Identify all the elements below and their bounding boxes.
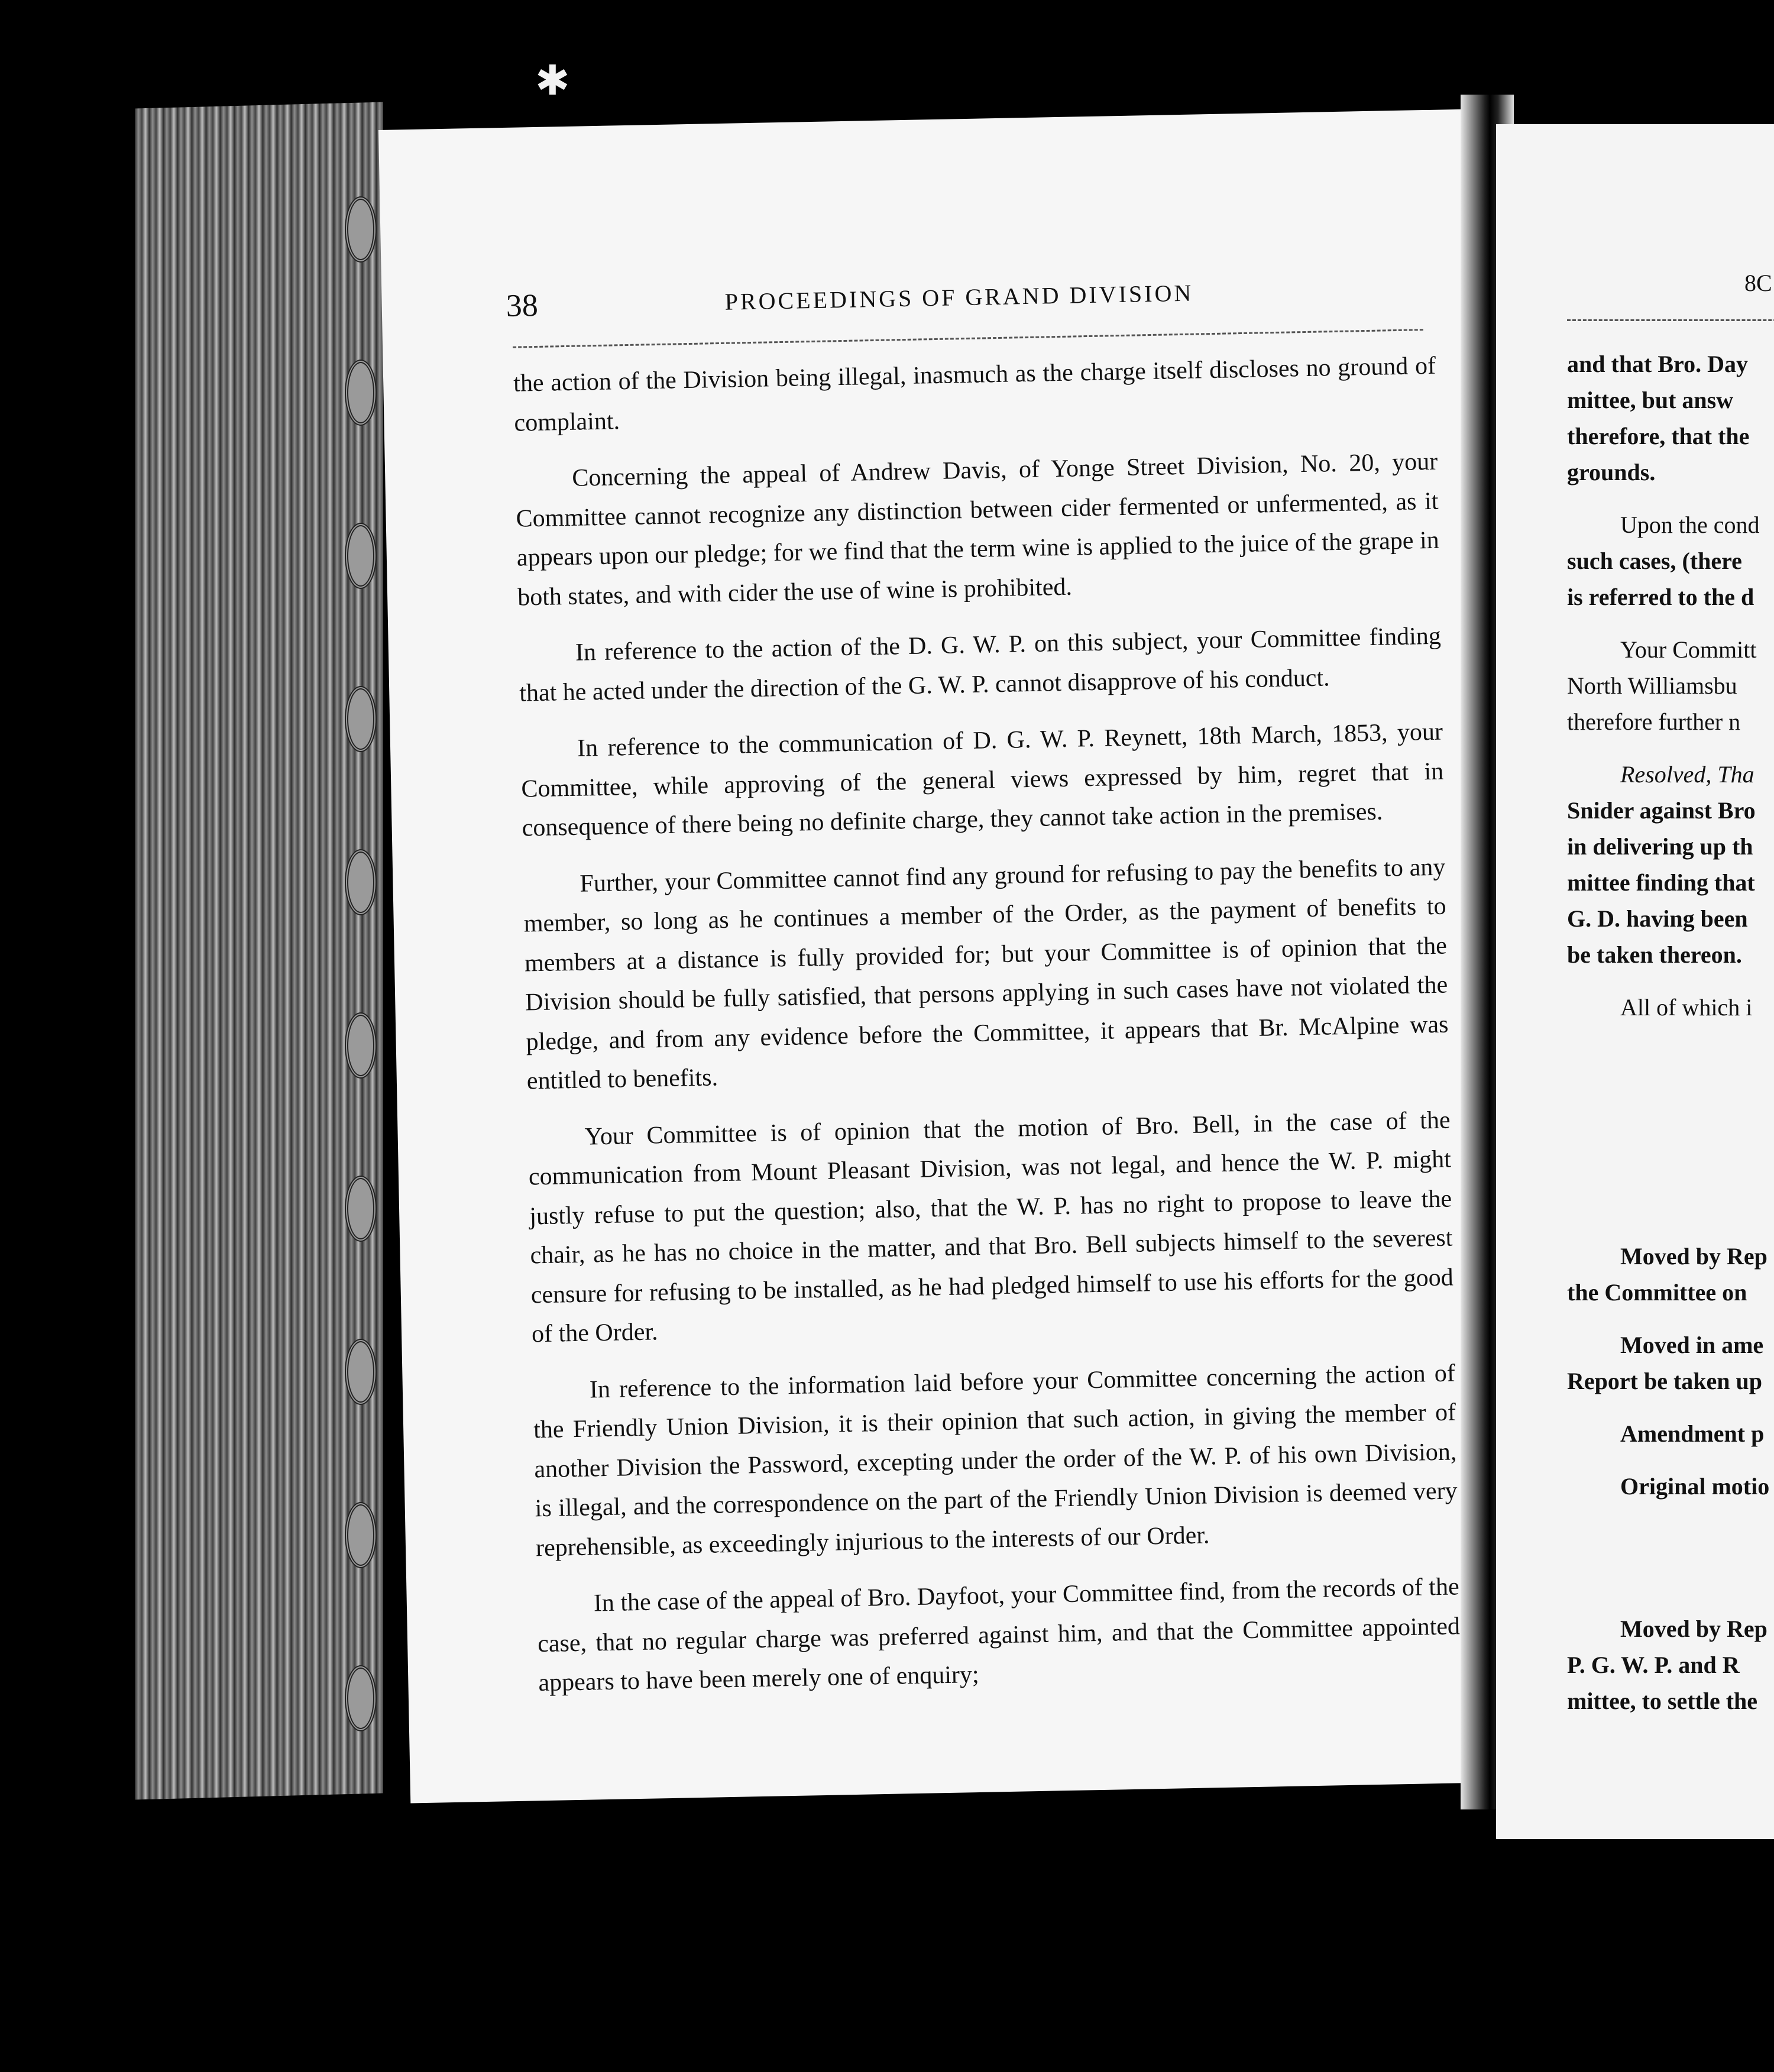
page-body xyxy=(513,347,1462,1720)
ornament-icon xyxy=(345,686,377,752)
page-edge-ornaments xyxy=(331,148,390,1780)
ornament-icon xyxy=(345,849,377,915)
text-line: mittee, to settle the xyxy=(1567,1688,1758,1714)
text-line: Resolved, Tha xyxy=(1620,761,1754,788)
spacer xyxy=(1567,1132,1774,1238)
ornament-icon xyxy=(345,196,377,263)
spacer xyxy=(1567,1310,1774,1327)
spacer xyxy=(1567,615,1774,632)
ornament-icon xyxy=(345,1502,377,1568)
text-line: therefore further n xyxy=(1567,708,1741,735)
text-line: Moved in ame xyxy=(1620,1332,1764,1358)
ornament-icon xyxy=(345,1339,377,1405)
paragraph: In reference to the action of the D. G. W. P. on this subject, your Committee finding that he acted under the direction of the G. W. P. cannot disapprove of his conduct. xyxy=(519,622,1442,707)
ornament-icon xyxy=(345,1012,377,1079)
text-line: Snider against Bro xyxy=(1567,797,1756,824)
spacer xyxy=(1567,1504,1774,1611)
text-line: Moved by Rep xyxy=(1620,1243,1767,1270)
paragraph: In reference to the communication of D. G. W. P. Reynett, 18th March, 1853, your Committee, while approving of the general views expressed by him, regret that in consequence of there being no definite charge, they cannot take action in the premises. xyxy=(520,718,1444,842)
right-page xyxy=(1496,124,1774,1839)
paragraph: In the case of the appeal of Bro. Dayfoot, your Committee find, from the records of the case, that no regular charge was preferred against him, and that the Committee appointed appears to have been merely one of enquiry; xyxy=(537,1573,1461,1697)
text-line: and that Bro. Day xyxy=(1567,351,1748,377)
spacer xyxy=(1567,973,1774,989)
text-line: therefore, that the xyxy=(1567,423,1750,449)
page-number: 38 xyxy=(506,287,539,323)
ornament-icon xyxy=(345,523,377,589)
text-line: Report be taken up xyxy=(1567,1368,1763,1394)
spacer xyxy=(1567,1025,1774,1132)
text-line: Moved by Rep xyxy=(1620,1615,1767,1642)
text-line: Your Committ xyxy=(1620,636,1757,663)
dust-speck-icon: ✱ xyxy=(535,59,570,104)
text-line: the Committee on xyxy=(1567,1279,1747,1306)
paragraph: Concerning the appeal of Andrew Davis, of Yonge Street Division, No. 20, your Committee cannot recognize any distinction between cider fermented or unfermented, as it appears upon our pledge; for we find that the term wine is applied to the juice of the grape in both states, and with cider the use of wine is prohibited. xyxy=(516,448,1440,611)
paragraph: Further, your Committee cannot find any ground for refusing to pay the benefits to any member, so long as he continues a member of the Order, as the payment of benefits to members at a distance is fully provided for; but your Committee is of opinion that the Division should be fully satisfied, that persons applying in such cases have not violated the pledge, and from any evidence before the Committee, it appears that Br. McAlpine was entitled to benefits. xyxy=(523,853,1449,1095)
spacer xyxy=(1567,490,1774,507)
text-line: such cases, (there xyxy=(1567,548,1742,574)
text-line: is referred to the d xyxy=(1567,584,1754,610)
page-header xyxy=(506,270,1423,335)
text-line: grounds. xyxy=(1567,459,1656,485)
ornament-icon xyxy=(345,360,377,426)
right-page-number: 8C xyxy=(1744,270,1772,296)
text-line: be taken thereon. xyxy=(1567,941,1742,968)
ornament-icon xyxy=(345,1665,377,1731)
text-line: P. G. W. P. and R xyxy=(1567,1652,1740,1678)
text-line: North Williamsbu xyxy=(1567,672,1737,699)
text-line: G. D. having been xyxy=(1567,905,1748,932)
text-line: mittee, but answ xyxy=(1567,387,1734,413)
ornament-icon xyxy=(345,1176,377,1242)
text-line: mittee finding that xyxy=(1567,869,1755,896)
left-page xyxy=(378,109,1516,1803)
spacer xyxy=(1567,1399,1774,1416)
text-line: Amendment p xyxy=(1620,1420,1765,1447)
right-header-rule xyxy=(1567,319,1774,321)
text-line: Upon the cond xyxy=(1620,511,1760,538)
text-line: in delivering up th xyxy=(1567,833,1753,860)
text-line: All of which i xyxy=(1620,994,1753,1021)
spacer xyxy=(1567,740,1774,756)
text-line: Original motio xyxy=(1620,1473,1770,1500)
paragraph: Your Committee is of opinion that the motion of Bro. Bell, in the case of the communication from Mount Pleasant Division, was not legal, and hence the W. P. might justly refuse to put the question; also, that the W. P. has no right to propose to leave the chair, as he has no choice in the matter, and that Bro. Bell subjects himself to the severest censure for refusing to be installed, as he had pledged himself to use his efforts for the good of the Order. xyxy=(528,1106,1454,1348)
running-head: PROCEEDINGS OF GRAND DIVISION xyxy=(724,279,1194,315)
right-page-body xyxy=(1567,346,1774,1719)
paragraph: the action of the Division being illegal, inasmuch as the charge itself discloses no ground of complaint. xyxy=(513,352,1436,437)
spacer xyxy=(1567,1452,1774,1468)
paragraph: In reference to the information laid before your Committee concerning the action of the Friendly Union Division, it is their opinion that such action, in giving the member of another Division the Password, excepting under the order of the W. P. of his own Division, is illegal, and the correspondence on the part of the Friendly Union Division is deemed very reprehensible, as exceedingly injurious to the interests of our Order. xyxy=(533,1359,1458,1562)
